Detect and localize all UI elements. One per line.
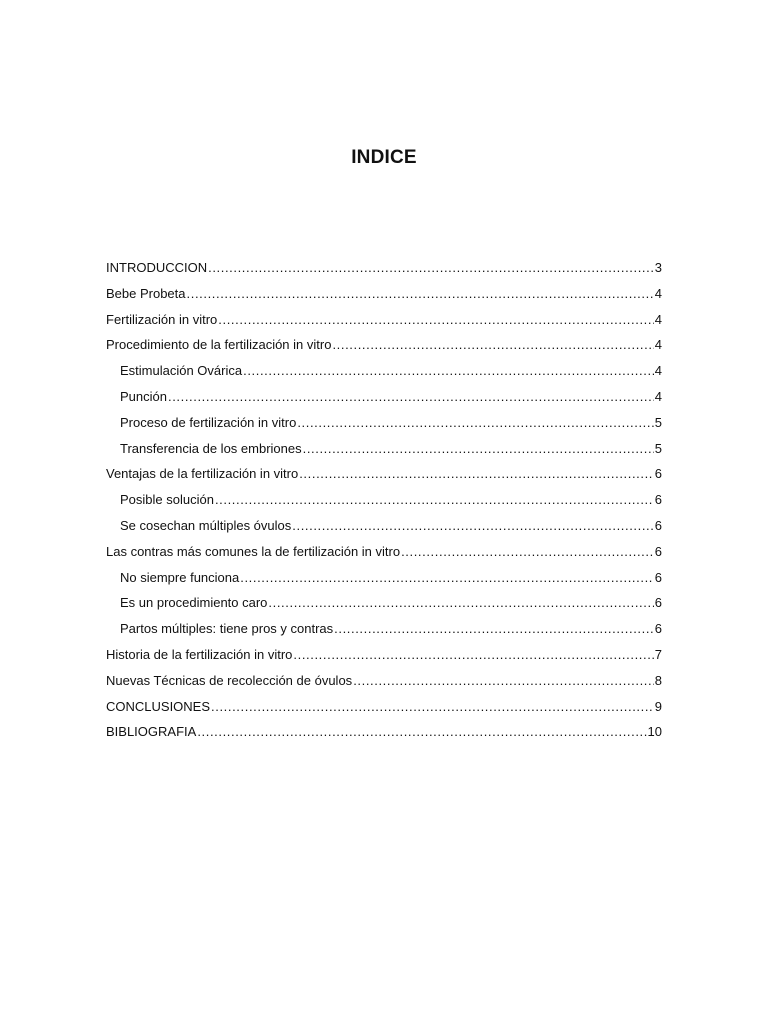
toc-page-number: 4 [654, 363, 662, 379]
toc-subentry[interactable] [106, 487, 662, 513]
toc-dot-leader [268, 590, 653, 616]
toc-page-number: 6 [654, 517, 662, 533]
toc-entry-label: CONCLUSIONES [106, 698, 211, 714]
toc-page-number: 5 [654, 440, 662, 456]
toc-entry-label: Las contras más comunes la de fertilización in vitro [106, 543, 401, 559]
toc-dot-leader [303, 436, 654, 462]
toc-page-number: 6 [654, 621, 662, 637]
toc-dot-leader [168, 384, 654, 410]
toc-page-number: 3 [654, 260, 662, 275]
toc-entry-label: Partos múltiples: tiene pros y contras [120, 621, 334, 637]
toc-page-number: 6 [654, 595, 662, 611]
toc-entry-label: INTRODUCCION [106, 260, 208, 275]
toc-page-number: 6 [654, 492, 662, 508]
toc-page-number: 9 [654, 698, 662, 714]
toc-dot-leader [353, 668, 654, 694]
toc-page-number: 6 [654, 466, 662, 482]
toc-entry-label: Se cosechan múltiples óvulos [120, 517, 292, 533]
toc-dot-leader [215, 487, 654, 513]
toc-entry-label: Ventajas de la fertilización in vitro [106, 466, 299, 482]
toc-subentry[interactable] [106, 616, 662, 642]
toc-page-number: 4 [654, 285, 662, 301]
toc-entry[interactable] [106, 332, 662, 358]
toc-entry-label: Transferencia de los embriones [120, 440, 302, 456]
toc-entry[interactable] [106, 255, 662, 281]
toc-subentry[interactable] [106, 436, 662, 462]
toc-dot-leader [218, 307, 654, 333]
toc-entry-label: Bebe Probeta [106, 285, 186, 301]
toc-entry-label: Fertilización in vitro [106, 311, 218, 327]
toc-entry[interactable] [106, 719, 662, 745]
toc-entry[interactable] [106, 694, 662, 720]
toc-subentry[interactable] [106, 410, 662, 436]
toc-dot-leader [243, 358, 654, 384]
toc-entry[interactable] [106, 307, 662, 333]
toc-page-number: 8 [654, 672, 662, 688]
toc-dot-leader [293, 642, 653, 668]
toc-entry-label: Punción [120, 388, 167, 404]
toc-entry[interactable] [106, 668, 662, 694]
toc-page-number: 5 [654, 414, 662, 430]
toc-entry-label: Es un procedimiento caro [120, 595, 268, 611]
toc-subentry[interactable] [106, 358, 662, 384]
toc-entry-label: Posible solución [120, 492, 214, 508]
toc-dot-leader [297, 410, 653, 436]
toc-entry-label: Procedimiento de la fertilización in vitro [106, 337, 332, 353]
toc-page-number: 4 [654, 337, 662, 353]
toc-dot-leader [187, 281, 654, 307]
table-of-contents [106, 255, 662, 745]
toc-dot-leader [211, 694, 654, 720]
toc-subentry[interactable] [106, 590, 662, 616]
toc-dot-leader [197, 719, 646, 745]
toc-entry-label: No siempre funciona [120, 569, 240, 585]
toc-page-number: 6 [654, 543, 662, 559]
toc-entry[interactable] [106, 461, 662, 487]
toc-dot-leader [332, 332, 653, 358]
toc-subentry[interactable] [106, 513, 662, 539]
toc-subentry[interactable] [106, 565, 662, 591]
toc-entry[interactable] [106, 642, 662, 668]
toc-dot-leader [208, 255, 654, 281]
toc-page-number: 4 [654, 388, 662, 404]
toc-dot-leader [334, 616, 654, 642]
toc-page-number: 6 [654, 569, 662, 585]
toc-dot-leader [240, 565, 654, 591]
toc-entry[interactable] [106, 281, 662, 307]
toc-page-number: 10 [647, 724, 662, 740]
toc-entry-label: Estimulación Ovárica [120, 363, 243, 379]
toc-page-number: 7 [654, 646, 662, 662]
toc-entry[interactable] [106, 539, 662, 565]
toc-subentry[interactable] [106, 384, 662, 410]
toc-dot-leader [401, 539, 654, 565]
toc-entry-label: BIBLIOGRAFIA [106, 724, 197, 740]
toc-page-number: 4 [654, 311, 662, 327]
toc-dot-leader [292, 513, 654, 539]
toc-entry-label: Proceso de fertilización in vitro [120, 414, 297, 430]
page-title: INDICE [351, 147, 417, 168]
toc-entry-label: Nuevas Técnicas de recolección de óvulos [106, 672, 353, 688]
toc-dot-leader [299, 461, 654, 487]
toc-entry-label: Historia de la fertilización in vitro [106, 646, 293, 662]
